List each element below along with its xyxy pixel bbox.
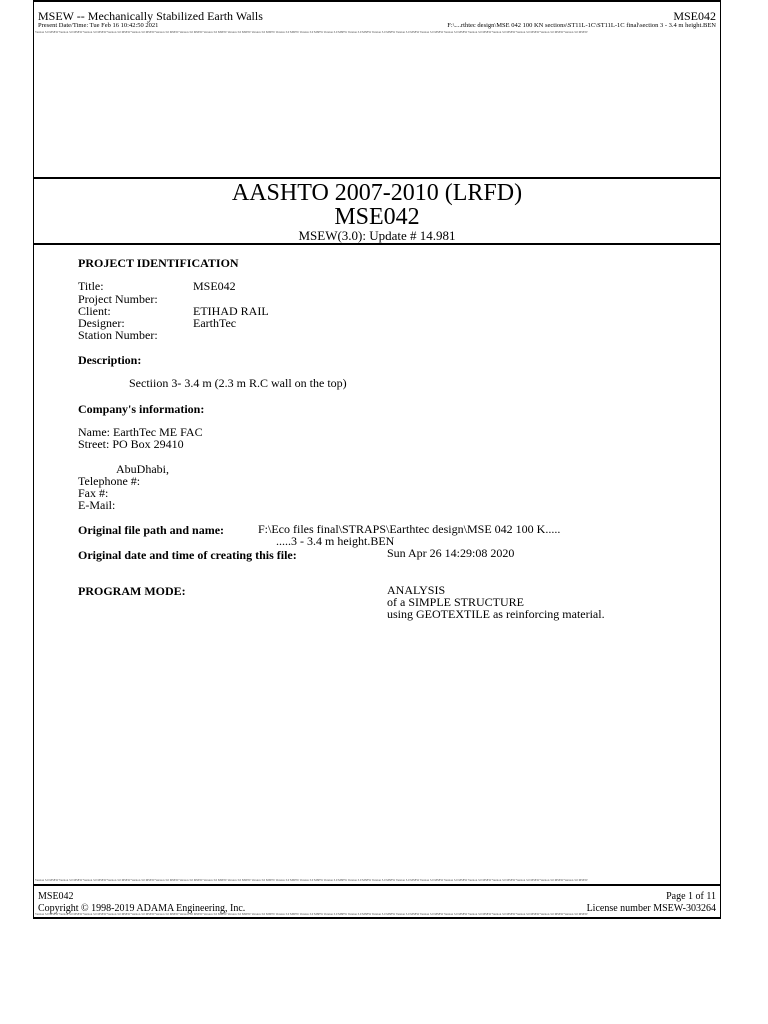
creation-date-value: Sun Apr 26 14:29:08 2020 — [387, 546, 515, 560]
program-mode-line2: of a SIMPLE STRUCTURE — [387, 595, 525, 609]
footer-bottom-rule — [33, 917, 721, 919]
field-label-title: Title: — [78, 279, 104, 293]
top-rule — [33, 0, 721, 2]
footer-top-rule — [33, 884, 721, 886]
field-value-designer: EarthTec — [193, 316, 237, 330]
field-value-client: ETIHAD RAIL — [193, 304, 269, 318]
present-date: Present Date/Time: Tue Feb 16 10:42:50 2021 — [38, 22, 159, 29]
footer-license: License number MSEW-303264 — [586, 903, 716, 914]
header-title: MSEW -- Mechanically Stabilized Earth Walls — [38, 9, 263, 23]
program-mode-label: PROGRAM MODE: — [78, 584, 186, 598]
program-mode-line3: using GEOTEXTILE as reinforcing material. — [387, 607, 605, 621]
banner-bottom-rule — [33, 243, 721, 245]
field-label-designer: Designer: — [78, 316, 125, 330]
footer-microtext-bottom: Version 3.0 MSEW Version 3.0 MSEW Version 3.0 MSEW Version 3.0 MSEW Version 3.0 MSEW Version 3.0 MSEW Version 3.0 MSEW Version 3.0 MSEW Version 3.0 MSEW Version 3.0 MSEW Version 3.0 MSEW Version 3.0 MSEW Version 3.0 MSEW Version 3.0 MSEW Version 3.0 MSEW Version 3.0 MSEW Version 3.0 MSEW Version 3.0 MSEW Version 3.0 MSEW Version 3.0 MSEW Version 3.0 MSEW Version 3.0 MSEW Version 3.0 MSEW — [35, 912, 588, 916]
company-street: Street: PO Box 29410 — [78, 437, 184, 451]
file-path-line2: .....3 - 3.4 m height.BEN — [276, 534, 395, 548]
field-value-title: MSE042 — [193, 279, 236, 293]
footer-copyright: Copyright © 1998-2019 ADAMA Engineering, Inc. — [38, 903, 246, 914]
description-heading: Description: — [78, 353, 142, 367]
header-tick — [720, 34, 721, 35]
company-telephone: Telephone #: — [78, 474, 141, 488]
page-frame — [33, 0, 721, 918]
version-line: MSEW(3.0): Update # 14.981 — [298, 228, 456, 243]
standard-title: AASHTO 2007-2010 (LRFD) — [231, 180, 523, 206]
project-heading: PROJECT IDENTIFICATION — [78, 256, 239, 270]
field-label-client: Client: — [78, 304, 111, 318]
field-label-station-number: Station Number: — [78, 328, 158, 342]
banner-top-rule — [33, 177, 721, 179]
company-name: Name: EarthTec ME FAC — [78, 425, 203, 439]
company-email: E-Mail: — [78, 498, 116, 512]
footer-page-number: Page 1 of 11 — [666, 891, 716, 902]
file-path-label: Original file path and name: — [78, 523, 225, 537]
company-fax: Fax #: — [78, 486, 109, 500]
company-city: AbuDhabi, — [116, 462, 169, 476]
creation-date-label: Original date and time of creating this file: — [78, 548, 297, 562]
company-heading: Company's information: — [78, 402, 205, 416]
program-mode-line1: ANALYSIS — [387, 583, 446, 597]
footer-code: MSE042 — [38, 891, 74, 902]
file-path-line1: F:\Eco files final\STRAPS\Earthtec design\MSE 042 100 K..... — [258, 522, 561, 536]
header-microtext: Version 3.0 MSEW Version 3.0 MSEW Version 3.0 MSEW Version 3.0 MSEW Version 3.0 MSEW Version 3.0 MSEW Version 3.0 MSEW Version 3.0 MSEW Version 3.0 MSEW Version 3.0 MSEW Version 3.0 MSEW Version 3.0 MSEW Version 3.0 MSEW Version 3.0 MSEW Version 3.0 MSEW Version 3.0 MSEW Version 3.0 MSEW Version 3.0 MSEW Version 3.0 MSEW Version 3.0 MSEW Version 3.0 MSEW Version 3.0 MSEW Version 3.0 MSEW — [35, 30, 588, 34]
footer-microtext-top: Version 3.0 MSEW Version 3.0 MSEW Version 3.0 MSEW Version 3.0 MSEW Version 3.0 MSEW Version 3.0 MSEW Version 3.0 MSEW Version 3.0 MSEW Version 3.0 MSEW Version 3.0 MSEW Version 3.0 MSEW Version 3.0 MSEW Version 3.0 MSEW Version 3.0 MSEW Version 3.0 MSEW Version 3.0 MSEW Version 3.0 MSEW Version 3.0 MSEW Version 3.0 MSEW Version 3.0 MSEW Version 3.0 MSEW Version 3.0 MSEW Version 3.0 MSEW — [35, 878, 588, 882]
field-label-project-number: Project Number: — [78, 292, 158, 306]
project-code-title: MSE042 — [334, 204, 420, 230]
description-text: Sectiion 3- 3.4 m (2.3 m R.C wall on the top) — [129, 376, 347, 390]
header-code: MSE042 — [673, 9, 716, 23]
header-file-path: F:\....rthtec design\MSE 042 100 KN sections\ST11L-1C\ST11L-1C final\section 3 - 3.4 m height.BEN — [447, 22, 716, 29]
